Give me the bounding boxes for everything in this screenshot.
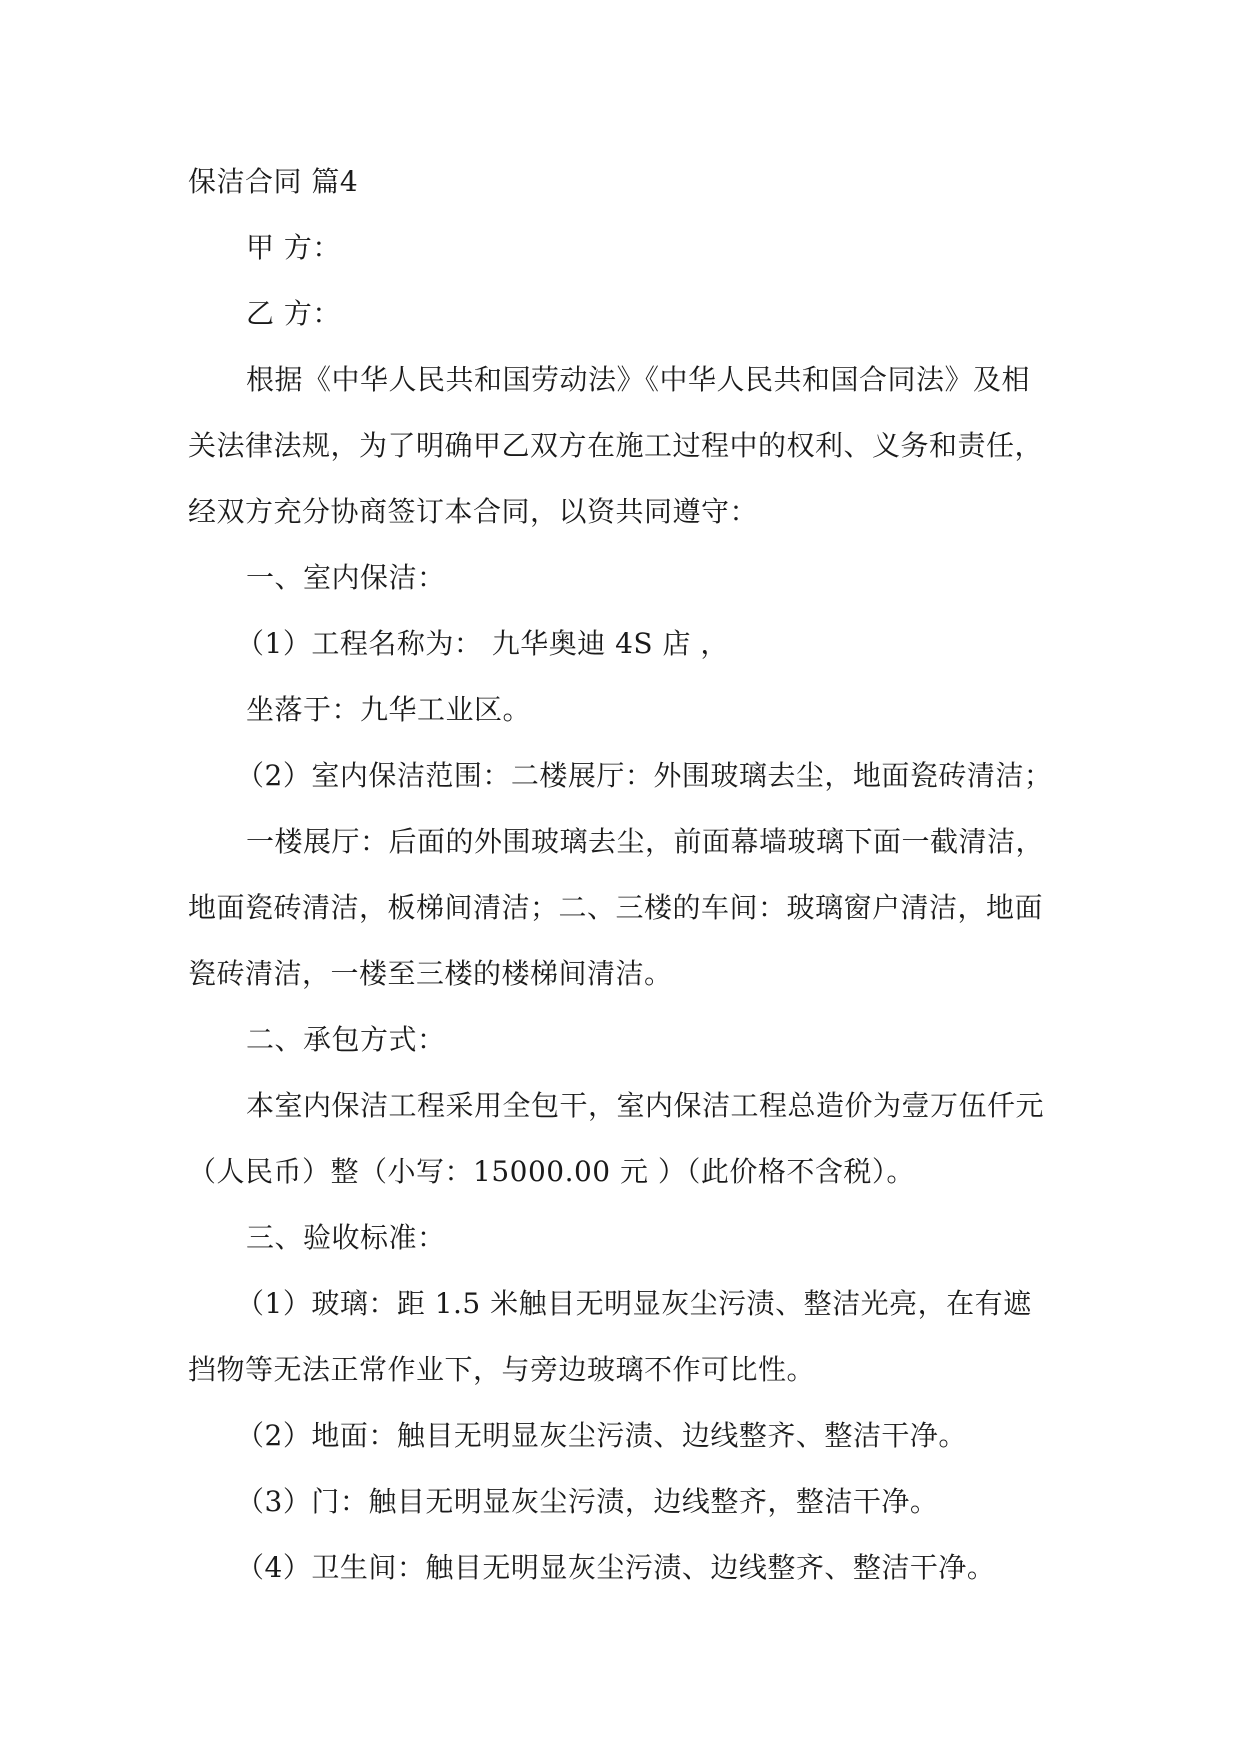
paragraph-line: 坐落于：九华工业区。 bbox=[246, 693, 532, 726]
paragraph-line: （2）地面：触目无明显灰尘污渍、边线整齐、整洁干净。 bbox=[236, 1419, 967, 1452]
paragraph-line: （1）玻璃：距 1.5 米触目无明显灰尘污渍、整洁光亮，在有遮 bbox=[236, 1287, 1032, 1320]
section-heading: 一、室内保洁： bbox=[246, 561, 446, 594]
paragraph-line: 挡物等无法正常作业下，与旁边玻璃不作可比性。 bbox=[188, 1353, 816, 1386]
paragraph-line: 一楼展厅：后面的外围玻璃去尘，前面幕墙玻璃下面一截清洁， bbox=[246, 825, 1045, 858]
paragraph-line: 经双方充分协商签订本合同，以资共同遵守： bbox=[188, 495, 759, 528]
party-a-line: 甲 方： bbox=[246, 231, 341, 264]
document-title: 保洁合同 篇4 bbox=[188, 165, 359, 198]
paragraph-line: （3）门：触目无明显灰尘污渍，边线整齐，整洁干净。 bbox=[236, 1485, 939, 1518]
paragraph-line: （4）卫生间：触目无明显灰尘污渍、边线整齐、整洁干净。 bbox=[236, 1551, 996, 1584]
paragraph-line: 瓷砖清洁，一楼至三楼的楼梯间清洁。 bbox=[188, 957, 673, 990]
paragraph-line: （1）工程名称为： 九华奥迪 4S 店 ， bbox=[236, 627, 729, 660]
section-heading: 二、承包方式： bbox=[246, 1023, 446, 1056]
paragraph-line: （2）室内保洁范围：二楼展厅：外围玻璃去尘，地面瓷砖清洁； bbox=[236, 759, 1053, 792]
paragraph-line: 关法律法规，为了明确甲乙双方在施工过程中的权利、义务和责任， bbox=[188, 429, 1044, 462]
paragraph-line: 本室内保洁工程采用全包干，室内保洁工程总造价为壹万伍仟元 bbox=[246, 1089, 1045, 1122]
paragraph-line: （人民币）整（小写：15000.00 元 ）（此价格不含税）。 bbox=[188, 1155, 915, 1188]
paragraph-line: 根据《中华人民共和国劳动法》《中华人民共和国合同法》及相 bbox=[246, 363, 1031, 396]
paragraph-line: 地面瓷砖清洁，板梯间清洁；二、三楼的车间：玻璃窗户清洁，地面 bbox=[188, 891, 1044, 924]
party-b-line: 乙 方： bbox=[246, 297, 341, 330]
section-heading: 三、验收标准： bbox=[246, 1221, 446, 1254]
